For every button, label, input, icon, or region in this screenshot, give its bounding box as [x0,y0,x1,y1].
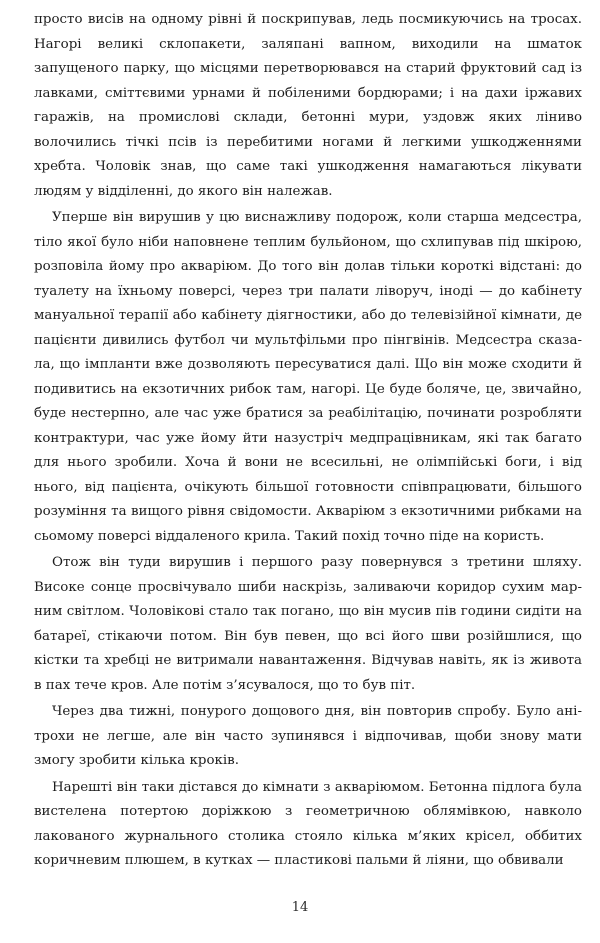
paragraph: Отож він туди вирушив і першого разу повернувся з третини шляху. Високе сонце просвічувало шиби наскрізь, заливаючи коридор сухим марним світлом. Чоловікові стало так погано, що він мусив пів години сидіти на батареї, стікаючи потом. Він був певен, що всі його шви розійшлися, що кістки та хребці не витримали навантаження. Відчував навіть, як із живота в пах тече кров. Але потім з’ясувалося, що то був піт. [34,555,582,693]
paragraph: Нарешті він таки дістався до кімнати з акваріюмом. Бетонна підлога була вистелена потертою доріжкою з геометричною облямівкою, навколо лакованого журнального столика стояло кілька м’яких крісел, оббитих коричневим плюшем, в кутках — пластикові пальми й ліяни, що обвивали [34,779,582,868]
paragraph-continued: просто висів на одному рівні й поскрипував, ледь посмикуючись на тросах. Нагорі великі склопакети, заляпані вапном, виходили на шматок запущеного парку, що місцями перетворювався на старий фруктовий сад із лавками, сміттєвими урнами й побіленими бордюрами; і на дахи іржавих гаражів, на промислові склади, бетонні мури, уздовж яких ліниво волочились тічкі псів із перебитими ногами й легкими ушкодженнями хребта. Чоловік знав, що саме такі ушкодження намагаються лікувати людям у відділенні, до якого він належав. [34,12,582,199]
body-text [34,8,582,874]
page-number: 14 [291,900,309,915]
paragraph: Через два тижні, понурого дощового дня, він повторив спробу. Було анітрохи не легше, але він часто зупинявся і відпочивав, щоби знову мати змогу зробити кілька кроків. [34,704,582,768]
paragraph: Уперше він вирушив у цю виснажливу подорож, коли старша медсестра, тіло якої було ніби наповнене теплим бульйоном, що схлипував під шкірою, розповіла йому про акваріюм. До того він долав тільки короткі відстані: до туалету на їхньому поверсі, через три палати ліворуч, іноді — до кабінету мануальної терапії або кабінету діягностики, або до телевізійної кімнати, де пацієнти дивились футбол чи мультфільми про пінгвінів. Медсестра сказала, що імпланти вже дозволяють пересуватися далі. Що він може сходити й подивитись на екзотичних рибок там, нагорі. Це буде боляче, це, звичайно, буде нестерпно, але час уже братися за реабілітацію, починати розробляти контрактури, час уже йому йти назустріч медпрацівникам, які так багато для нього зробили. Хоча й вони не всесильні, не олімпійські боги, і від нього, від пацієнта, очікують більшої готовности співпрацювати, більшого розуміння та вищого рівня свідомости. Акваріюм з екзотичними рибками на сьомому поверсі віддаленого крила. Такий похід точно піде на користь. [34,210,582,544]
